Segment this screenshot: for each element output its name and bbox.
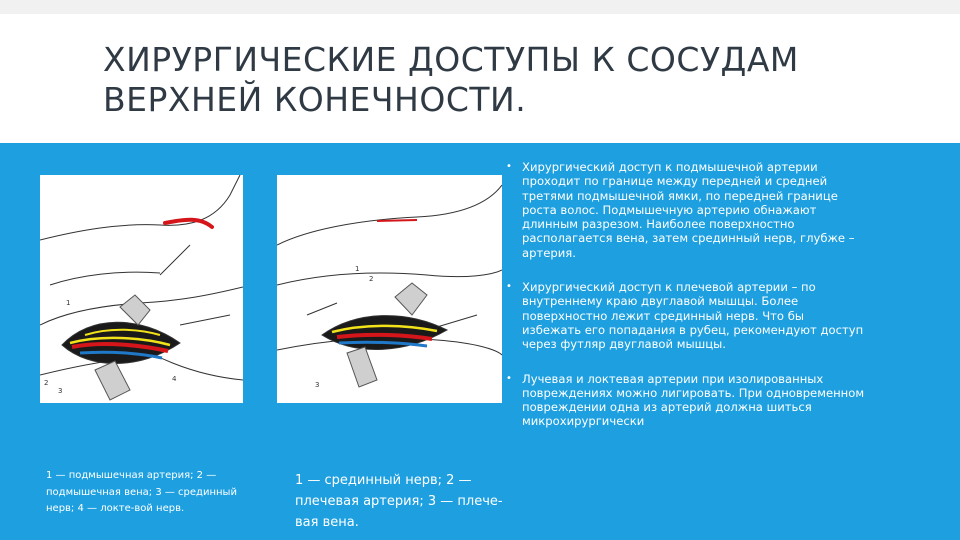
bullet-text: Лучевая и локтевая артерии при изолированных повреждениях можно лигировать. При одновременном повреждении одна из артерий должна шиться микрохирургически (522, 371, 865, 429)
figure1-label-4: 4 (172, 375, 177, 383)
figure2-label-3: 3 (315, 381, 320, 389)
bullet-text: Хирургический доступ к плечевой артерии – по внутреннему краю двуглавой мышцы. Более поверхностно лежит срединный нерв. Что бы избежать его попадания в рубец, рекомендуют доступ через футляр двуглавой мышцы. (522, 280, 864, 352)
figure1-label-3: 3 (58, 387, 63, 395)
figure2-label-1: 1 (355, 265, 360, 273)
figure-axillary-access (40, 175, 243, 403)
bullet-item-axillary (505, 160, 865, 260)
top-edge (0, 0, 960, 14)
bullet-text: Хирургический доступ к подмышечной артерии проходит по границе между передней и средней третями подмышечной ямки, по передней границе роста волос. Подмышечную артерию обнажают длинным разрезом. Наиболее поверхностно располагается вена, затем срединный нерв, глубже – артерия. (522, 160, 855, 260)
slide-title: ХИРУРГИЧЕСКИЕ ДОСТУПЫ К СОСУДАМ ВЕРХНЕЙ КОНЕЧНОСТИ. (103, 40, 799, 119)
figure1-label-1: 1 (66, 299, 71, 307)
brachial-illustration (277, 175, 502, 403)
figure-brachial-access (277, 175, 502, 403)
bullet-item-brachial (505, 280, 865, 351)
title-band (0, 0, 960, 143)
figure1-label-2: 2 (44, 379, 49, 387)
figure1-caption: 1 — подмышечная артерия; 2 — подмышечная вена; 3 — срединный нерв; 4 — локте-вой нерв. (46, 470, 237, 514)
bullet-item-radial-ulnar (505, 372, 865, 429)
axillary-illustration (40, 175, 243, 403)
bullet-dot-icon: • (506, 161, 512, 172)
bullet-dot-icon: • (506, 372, 512, 384)
figure2-caption: 1 — срединный нерв; 2 — плечевая артерия; 3 — плече-вая вена. (295, 473, 503, 530)
figure2-label-2: 2 (369, 275, 374, 283)
bullet-dot-icon: • (506, 281, 512, 293)
bullet-list (505, 160, 865, 449)
